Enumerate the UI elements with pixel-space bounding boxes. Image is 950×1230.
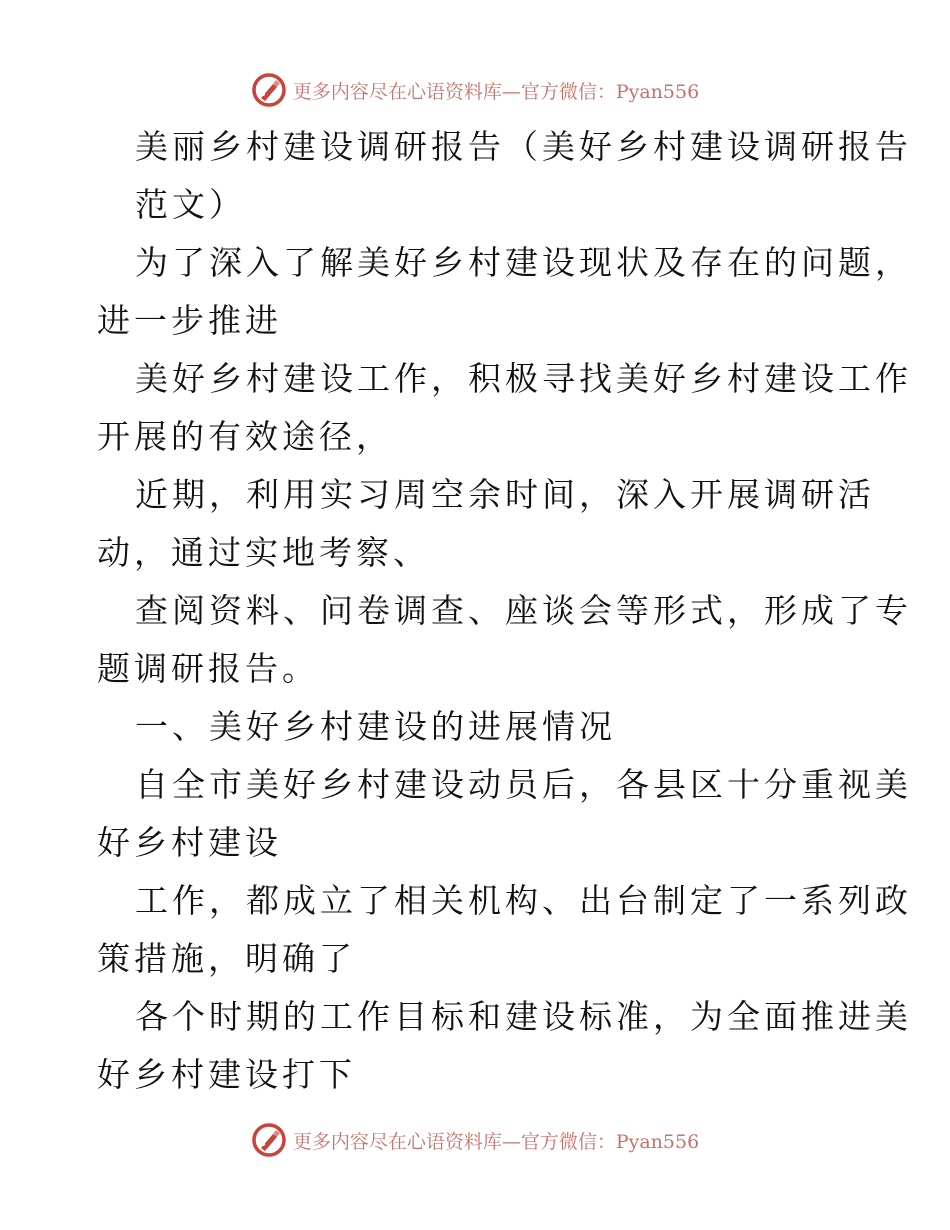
paragraph bbox=[97, 524, 857, 582]
text-line: 工作，都成立了相关机构、出台制定了一系列政 bbox=[135, 881, 912, 920]
paragraph bbox=[97, 582, 912, 640]
text-line: 各个时期的工作目标和建设标准，为全面推进美 bbox=[135, 997, 912, 1036]
paragraph bbox=[97, 988, 912, 1046]
document-body bbox=[97, 118, 912, 1104]
header-banner-text: 更多内容尽在心语资料库—官方微信：Pyan556 bbox=[292, 80, 700, 103]
paragraph bbox=[97, 1046, 857, 1104]
paragraph bbox=[97, 292, 857, 350]
header-banner bbox=[0, 70, 950, 110]
paragraph bbox=[97, 930, 857, 988]
text-line: 美好乡村建设工作，积极寻找美好乡村建设工作 bbox=[135, 359, 912, 398]
paragraph bbox=[97, 466, 875, 524]
text-line: 自全市美好乡村建设动员后，各县区十分重视美 bbox=[135, 765, 912, 804]
section-heading bbox=[97, 698, 857, 756]
text-line: 好乡村建设 bbox=[97, 823, 282, 862]
text-line: 题调研报告。 bbox=[97, 649, 319, 688]
paragraph bbox=[97, 350, 912, 408]
paragraph bbox=[97, 640, 857, 698]
text-line: 进一步推进 bbox=[97, 301, 282, 340]
paragraph-title bbox=[97, 118, 912, 234]
text-line: 为了深入了解美好乡村建设现状及存在的问题， bbox=[135, 243, 912, 282]
text-line: 范文） bbox=[135, 185, 246, 224]
paragraph bbox=[97, 408, 857, 466]
paragraph bbox=[97, 756, 912, 814]
footer-banner bbox=[0, 1120, 950, 1160]
paragraph bbox=[97, 814, 857, 872]
text-line: 近期，利用实习周空余时间，深入开展调研活 bbox=[135, 475, 875, 514]
text-line: 动，通过实地考察、 bbox=[97, 533, 430, 572]
paragraph bbox=[97, 872, 912, 930]
pen-logo-icon bbox=[251, 1122, 287, 1158]
paragraph bbox=[97, 234, 912, 292]
text-line: 一、美好乡村建设的进展情况 bbox=[135, 707, 616, 746]
text-line: 好乡村建设打下 bbox=[97, 1055, 356, 1094]
footer-banner-text: 更多内容尽在心语资料库—官方微信：Pyan556 bbox=[292, 1130, 700, 1153]
text-line: 美丽乡村建设调研报告（美好乡村建设调研报告 bbox=[135, 127, 912, 166]
text-line: 策措施，明确了 bbox=[97, 939, 356, 978]
text-line: 开展的有效途径， bbox=[97, 417, 393, 456]
text-line: 查阅资料、问卷调查、座谈会等形式，形成了专 bbox=[135, 591, 912, 630]
pen-logo-icon bbox=[251, 72, 287, 108]
